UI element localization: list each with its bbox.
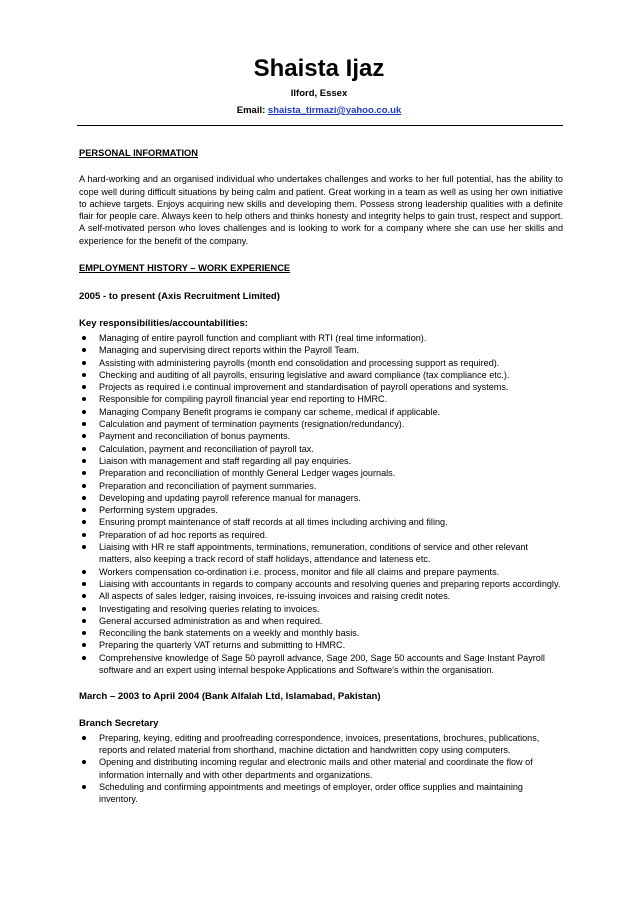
list-item: Workers compensation co-ordination i.e. process, monitor and file all claims and prepare payments. xyxy=(79,566,563,578)
list-item: Preparing, keying, editing and proofreading correspondence, invoices, presentations, brochures, publications, reports and related material from shorthand, machine dictation and handwritten copy using computers. xyxy=(79,732,563,757)
candidate-location: Ilford, Essex xyxy=(290,88,348,99)
job2-subheading: Branch Secretary xyxy=(79,717,159,729)
list-item: Liaising with accountants in regards to company accounts and resolving queries and preparing reports accordingly. xyxy=(79,578,563,590)
list-item: Opening and distributing incoming regular and electronic mails and other material and coordinate the flow of information internally and with other departments and organizations. xyxy=(79,756,563,781)
list-item: Liaising with HR re staff appointments, terminations, remuneration, conditions of service and other relevant matters, also keeping a track record of staff holidays, attendance and lateness etc. xyxy=(79,541,563,566)
section-title-employment: EMPLOYMENT HISTORY – WORK EXPERIENCE xyxy=(79,263,291,274)
email-label: Email: xyxy=(236,105,266,116)
list-item: Calculation, payment and reconciliation of payroll tax. xyxy=(79,443,563,455)
header-divider xyxy=(77,125,563,126)
list-item: Managing Company Benefit programs ie company car scheme, medical if applicable. xyxy=(79,406,563,418)
list-item: Comprehensive knowledge of Sage 50 payroll advance, Sage 200, Sage 50 accounts and Sage Instant Payroll software and an expert using internal bespoke Applications and Software's within the organisation. xyxy=(79,652,563,677)
list-item: Responsible for compiling payroll financial year end reporting to HMRC. xyxy=(79,393,563,405)
job2-heading: March – 2003 to April 2004 (Bank Alfalah Ltd, Islamabad, Pakistan) xyxy=(79,691,381,703)
list-item: Managing and supervising direct reports within the Payroll Team. xyxy=(79,344,563,356)
list-item: Assisting with administering payrolls (month end consolidation and processing support as required). xyxy=(79,357,563,369)
cv-body xyxy=(79,147,563,806)
list-item: Preparing the quarterly VAT returns and submitting to HMRC. xyxy=(79,639,563,651)
list-item: Preparation and reconciliation of monthly General Ledger wages journals. xyxy=(79,467,563,479)
list-item: Developing and updating payroll reference manual for managers. xyxy=(79,492,563,504)
list-item: Scheduling and confirming appointments and meetings of employer, order office supplies and maintaining inventory. xyxy=(79,781,563,806)
list-item: Checking and auditing of all payrolls, ensuring legislative and award compliance (tax compliance etc.). xyxy=(79,369,563,381)
list-item: Managing of entire payroll function and compliant with RTI (real time information). xyxy=(79,332,563,344)
candidate-name: Shaista Ijaz xyxy=(253,55,385,82)
list-item: Calculation and payment of termination payments (resignation/redundancy). xyxy=(79,418,563,430)
job1-responsibilities xyxy=(79,332,563,676)
list-item: Payment and reconciliation of bonus payments. xyxy=(79,430,563,442)
job1-subheading: Key responsibilities/accountabilities: xyxy=(79,317,249,329)
job1-heading: 2005 - to present (Axis Recruitment Limited) xyxy=(79,291,280,303)
email-link[interactable]: shaista_tirmazi@yahoo.co.uk xyxy=(267,105,402,116)
list-item: Ensuring prompt maintenance of staff records at all times including archiving and filing. xyxy=(79,516,563,528)
list-item: Liaison with management and staff regarding all pay enquiries. xyxy=(79,455,563,467)
list-item: Preparation and reconciliation of payment summaries. xyxy=(79,480,563,492)
cv-header xyxy=(0,0,638,117)
section-title-personal: PERSONAL INFORMATION xyxy=(79,148,198,158)
list-item: Performing system upgrades. xyxy=(79,504,563,516)
list-item: Preparation of ad hoc reports as required. xyxy=(79,529,563,541)
list-item: Projects as required i.e continual improvement and standardisation of payroll operations and systems. xyxy=(79,381,563,393)
list-item: General accursed administration as and when required. xyxy=(79,615,563,627)
email-line xyxy=(0,105,638,117)
personal-summary: A hard-working and an organised individual who undertakes challenges and works to her full potential, has the ability to cope well during difficult situations by being calm and patient. Great working in a team as well as using her own initiative to achieve targets. Enjoys acquiring new skills and developing them. Possess strong leadership qualities with a definite flair for people care. Always keen to help others and thinks honesty and integrity helps to gain trust, respect and support. A self-motivated person who loves challenges and is looking to work for a company where she can use her skills and experience for the benefit of the company. xyxy=(79,174,563,246)
job2-responsibilities xyxy=(79,732,563,806)
list-item: Reconciling the bank statements on a weekly and monthly basis. xyxy=(79,627,563,639)
list-item: Investigating and resolving queries relating to invoices. xyxy=(79,603,563,615)
list-item: All aspects of sales ledger, raising invoices, re-issuing invoices and raising credit notes. xyxy=(79,590,563,602)
